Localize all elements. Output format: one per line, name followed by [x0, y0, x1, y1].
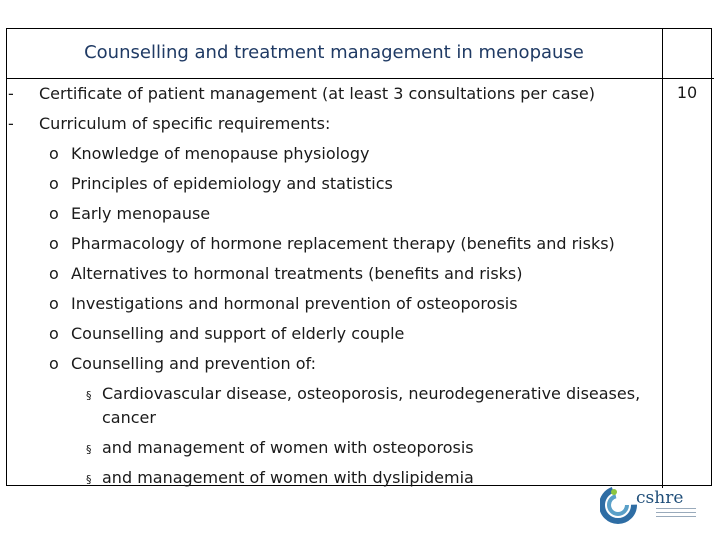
table-title: Counselling and treatment management in menopause	[84, 42, 584, 63]
sub-sub-item-text: Cardiovascular disease, osteoporosis, neurodegenerative diseases,	[102, 384, 641, 403]
sub-sub-item-text: and management of women with osteoporosis	[102, 438, 474, 457]
sub-sub-item-text: and management of women with dyslipidemia	[102, 468, 474, 487]
square-marker: §	[86, 389, 92, 402]
sub-item-text: Knowledge of menopause physiology	[71, 144, 370, 163]
logo-tagline	[656, 508, 696, 520]
square-marker: §	[86, 443, 92, 456]
dash-marker: -	[8, 84, 14, 103]
sub-item-text: Counselling and support of elderly couple	[71, 324, 405, 343]
circle-marker: o	[49, 234, 59, 253]
circle-marker: o	[49, 324, 59, 343]
sub-item-text: Principles of epidemiology and statistics	[71, 174, 393, 193]
sub-sub-item-text: cancer	[102, 408, 156, 427]
sub-item-text: Investigations and hormonal prevention of osteoporosis	[71, 294, 518, 313]
circle-marker: o	[49, 294, 59, 313]
square-marker: §	[86, 473, 92, 486]
dash-marker: -	[8, 114, 14, 133]
circle-marker: o	[49, 264, 59, 283]
sub-item-text: Early menopause	[71, 204, 211, 223]
score-cell: 10	[676, 83, 698, 102]
item-text: Certificate of patient management (at least 3 consultations per case)	[39, 84, 595, 103]
circle-marker: o	[49, 144, 59, 163]
item-text: Curriculum of specific requirements:	[39, 114, 331, 133]
circle-marker: o	[49, 354, 59, 373]
header-divider	[6, 78, 714, 79]
sub-item-text: Pharmacology of hormone replacement therapy (benefits and risks)	[71, 234, 615, 253]
logo-wordmark: cshre	[636, 488, 684, 508]
sub-item-text: Counselling and prevention of:	[71, 354, 316, 373]
circle-marker: o	[49, 204, 59, 223]
requirements-table	[6, 28, 714, 488]
circle-marker: o	[49, 174, 59, 193]
sub-item-text: Alternatives to hormonal treatments (benefits and risks)	[71, 264, 523, 283]
